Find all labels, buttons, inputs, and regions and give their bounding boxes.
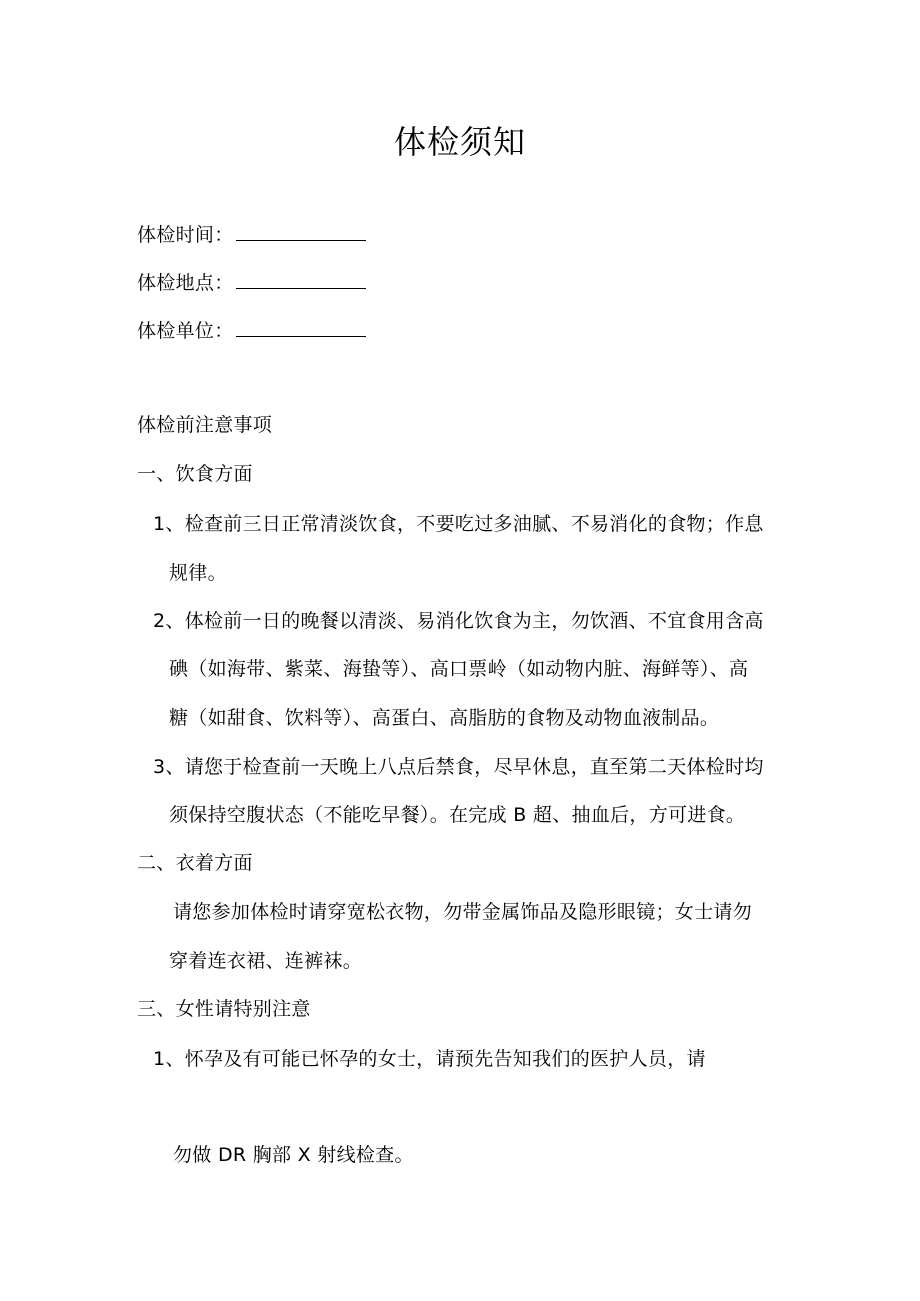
field-exam-time [137, 222, 366, 247]
field-exam-unit [137, 318, 366, 343]
field-label: 体检时间： [137, 224, 234, 246]
diet-item-2-line-3: 糖（如甜食、饮料等）、高蛋白、高脂肪的食物及动物血液制品。 [169, 707, 720, 729]
blank-line [236, 318, 366, 337]
diet-item-1-line-1: 1、检查前三日正常清淡饮食，不要吃过多油腻、不易消化的食物；作息 [153, 513, 764, 535]
female-item-1-line-2: 勿做 DR 胸部 X 射线检查。 [173, 1144, 414, 1166]
section-heading: 体检前注意事项 [137, 414, 273, 436]
field-label: 体检地点： [137, 272, 234, 294]
clothing-heading: 二、衣着方面 [137, 852, 253, 874]
diet-item-1-line-2: 规律。 [169, 562, 227, 584]
diet-heading: 一、饮食方面 [137, 463, 253, 485]
female-item-1-line-1: 1、怀孕及有可能已怀孕的女士，请预先告知我们的医护人员，请 [153, 1048, 706, 1070]
page-title: 体检须知 [393, 123, 526, 161]
field-label: 体检单位： [137, 320, 234, 342]
diet-item-2-line-2: 碘（如海带、紫菜、海蛰等）、高口票岭（如动物内脏、海鲜等）、高 [169, 658, 749, 680]
field-exam-location [137, 270, 366, 295]
clothing-text-line-2: 穿着连衣裙、连裤袜。 [169, 950, 363, 972]
diet-item-3-line-2: 须保持空腹状态（不能吃早餐）。在完成 B 超、抽血后，方可进食。 [169, 804, 746, 826]
diet-item-3-line-1: 3、请您于检查前一天晚上八点后禁食，尽早休息，直至第二天体检时均 [153, 756, 764, 778]
diet-item-2-line-1: 2、体检前一日的晚餐以清淡、易消化饮食为主，勿饮酒、不宜食用含高 [153, 610, 764, 632]
blank-line [236, 270, 366, 289]
blank-line [236, 222, 366, 241]
clothing-text-line-1: 请您参加体检时请穿宽松衣物，勿带金属饰品及隐形眼镜；女士请勿 [173, 901, 753, 923]
female-heading: 三、女性请特别注意 [137, 998, 311, 1020]
